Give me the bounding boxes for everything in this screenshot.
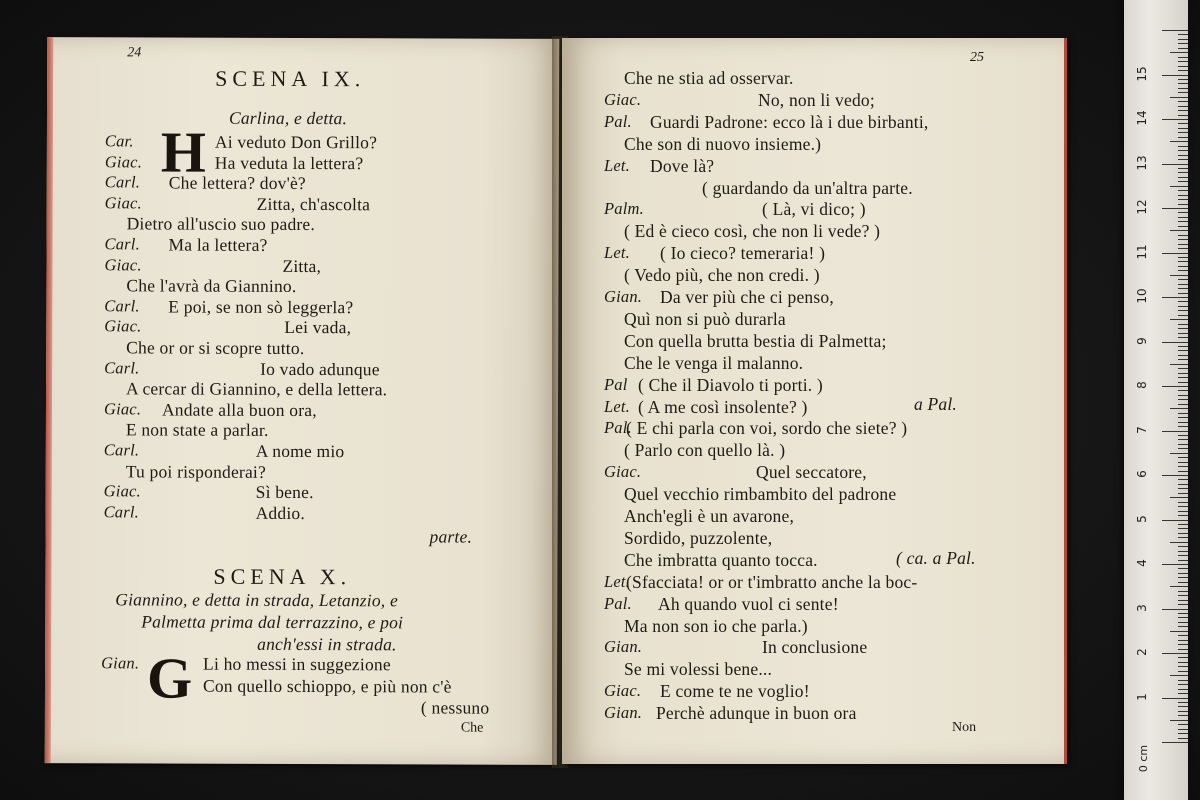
ruler-tick: [1178, 462, 1188, 463]
speaker-label: Gian.: [604, 637, 643, 657]
ruler-tick: [1162, 164, 1188, 165]
ruler-tick: [1178, 350, 1188, 351]
ruler-tick: [1178, 293, 1188, 294]
ruler-tick: [1178, 181, 1188, 182]
dialogue-text: In conclusione: [762, 637, 868, 658]
ruler-tick: [1170, 542, 1188, 543]
dialogue-text: ( E chi parla con voi, sordo che siete? ): [626, 418, 908, 439]
ruler-tick: [1178, 83, 1188, 84]
dialogue-text: Quel vecchio rimbambito del padrone: [624, 484, 897, 505]
speaker-label: Giac.: [104, 151, 143, 172]
ruler-tick: [1178, 729, 1188, 730]
speaker-label: Carl.: [104, 234, 140, 254]
ruler-tick: [1178, 132, 1188, 133]
ruler-tick: [1178, 337, 1188, 338]
ruler-tick: [1170, 52, 1188, 53]
ruler-tick: [1178, 488, 1188, 489]
ruler-tick: [1178, 115, 1188, 116]
scene-subtitle-2c: anch'essi in strada.: [257, 633, 397, 655]
ruler-tick: [1178, 79, 1188, 80]
speaker-label: Pal.: [604, 111, 632, 131]
ruler-tick: [1162, 431, 1188, 432]
ruler-tick: [1170, 186, 1188, 187]
ruler-tick: [1178, 635, 1188, 636]
dialogue-text: Dietro all'uscio suo padre.: [126, 213, 316, 235]
ruler-tick: [1178, 355, 1188, 356]
speaker-label: Car.: [104, 131, 134, 151]
dialogue-text: Lei vada,: [284, 317, 352, 338]
ruler-number: 5: [1135, 514, 1149, 523]
ruler-tick: [1178, 244, 1188, 245]
dialogue-text: Ma la lettera?: [168, 234, 268, 255]
ruler-number: 7: [1135, 425, 1149, 434]
ruler-tick: [1178, 689, 1188, 690]
scene-subtitle: Carlina, e detta.: [228, 107, 348, 129]
ruler-tick: [1178, 702, 1188, 703]
ruler-tick: [1170, 586, 1188, 587]
speaker-label: Giac.: [103, 399, 142, 419]
ruler-tick: [1178, 511, 1188, 512]
ruler-tick: [1178, 711, 1188, 712]
ruler-tick: [1178, 43, 1188, 44]
scene-title-2: SCENA X.: [213, 563, 352, 590]
speaker-label: Pal.: [604, 418, 632, 438]
dialogue-text: ( guardando da un'altra parte.: [702, 177, 913, 198]
ruler-number: 3: [1135, 603, 1149, 612]
ruler-number: 11: [1135, 243, 1149, 260]
ruler-tick: [1162, 475, 1188, 476]
ruler-number: 2: [1135, 648, 1149, 656]
ruler-tick: [1178, 88, 1188, 89]
dialogue-text: Quel seccatore,: [756, 462, 867, 483]
ruler-tick: [1178, 399, 1188, 400]
right-page: [562, 38, 1067, 764]
ruler-tick: [1178, 328, 1188, 329]
ruler-tick: [1178, 324, 1188, 325]
left-page: [45, 37, 560, 765]
ruler-tick: [1170, 497, 1188, 498]
ruler-tick: [1178, 457, 1188, 458]
dialogue-text: Ah quando vuol ci sente!: [658, 593, 839, 614]
scene-subtitle-2b: Palmetta prima dal terrazzino, e poi: [141, 611, 404, 633]
speaker-label: Carl.: [104, 296, 140, 316]
ruler-tick: [1178, 359, 1188, 360]
ruler-tick: [1178, 235, 1188, 236]
ruler-tick: [1178, 217, 1188, 218]
catchword: Che: [460, 720, 484, 736]
dialogue-text: Con quella brutta bestia di Palmetta;: [624, 330, 887, 351]
drop-cap: H: [160, 119, 207, 185]
dialogue-text: ( Là, vi dico; ): [762, 199, 866, 220]
page-number: 24: [127, 45, 142, 61]
ruler-tick: [1178, 706, 1188, 707]
dialogue-text: Sì bene.: [255, 482, 314, 503]
ruler-tick: [1178, 57, 1188, 58]
speaker-label: Gian.: [101, 653, 140, 673]
ruler-tick: [1178, 640, 1188, 641]
ruler-tick: [1178, 377, 1188, 378]
dialogue-text: ( Che il Diavolo ti porti. ): [638, 374, 823, 395]
dialogue-text: Dove là?: [650, 155, 715, 176]
ruler-tick: [1178, 279, 1188, 280]
ruler-tick: [1178, 382, 1188, 383]
ruler-tick: [1178, 368, 1188, 369]
dialogue-text: ( nessuno: [420, 697, 490, 718]
dialogue-text: A nome mio: [255, 440, 345, 462]
ruler-tick: [1162, 75, 1188, 76]
ruler-tick: [1178, 626, 1188, 627]
ruler-tick: [1178, 261, 1188, 262]
ruler-tick: [1170, 97, 1188, 98]
ruler-tick: [1170, 408, 1188, 409]
measuring-ruler: [1124, 0, 1188, 800]
dialogue-text: Sordido, puzzolente,: [624, 527, 773, 548]
ruler-tick: [1178, 724, 1188, 725]
dialogue-text: Ha veduta la lettera?: [214, 152, 364, 173]
ruler-tick: [1178, 39, 1188, 40]
dialogue-text: E non state a parlar.: [125, 419, 269, 441]
ruler-unit-label: 0 cm: [1137, 744, 1151, 773]
ruler-tick: [1178, 66, 1188, 67]
speaker-label: Let.: [604, 243, 631, 263]
ruler-number: 9: [1135, 336, 1149, 345]
ruler-number: 1: [1135, 692, 1149, 701]
ruler-tick: [1178, 221, 1188, 222]
ruler-number: 15: [1135, 65, 1149, 82]
ruler-tick: [1178, 471, 1188, 472]
ruler-tick: [1170, 141, 1188, 142]
ruler-number: 6: [1135, 470, 1149, 478]
ruler-tick: [1178, 484, 1188, 485]
ruler-tick: [1162, 342, 1188, 343]
dialogue-text: Tu poi risponderai?: [125, 460, 267, 482]
ruler-tick: [1178, 346, 1188, 347]
ruler-tick: [1178, 315, 1188, 316]
ruler-tick: [1178, 34, 1188, 35]
ruler-tick: [1178, 738, 1188, 739]
ruler-tick: [1178, 195, 1188, 196]
aside-direction: a Pal.: [914, 394, 958, 414]
ruler-tick: [1170, 675, 1188, 676]
dialogue-text: Guardi Padrone: ecco là i due birbanti,: [650, 111, 929, 132]
ruler-tick: [1178, 204, 1188, 205]
ruler-number: 8: [1135, 381, 1149, 389]
speaker-label: Carl.: [104, 357, 140, 378]
dialogue-text: Che imbratta quanto tocca.: [624, 549, 818, 570]
ruler-tick: [1170, 275, 1188, 276]
ruler-tick: [1178, 61, 1188, 62]
ruler-tick: [1178, 693, 1188, 694]
speaker-label: Carl.: [104, 172, 141, 192]
speaker-label: Let.: [604, 396, 631, 416]
ruler-number: 13: [1135, 154, 1149, 171]
ruler-tick: [1162, 208, 1188, 209]
ruler-tick: [1178, 568, 1188, 569]
dialogue-text: Zitta, ch'ascolta: [256, 193, 371, 215]
ruler-tick: [1178, 479, 1188, 480]
ruler-tick: [1178, 733, 1188, 734]
dialogue-text: ( A me così insolente? ): [638, 396, 808, 417]
ruler-number: 4: [1135, 559, 1149, 567]
ruler-tick: [1178, 417, 1188, 418]
ruler-tick: [1178, 373, 1188, 374]
ruler-tick: [1162, 520, 1188, 521]
ruler-tick: [1178, 48, 1188, 49]
ruler-tick: [1178, 560, 1188, 561]
ruler-tick: [1178, 226, 1188, 227]
speaker-label: Giac.: [604, 462, 642, 482]
ruler-tick: [1178, 644, 1188, 645]
ruler-tick: [1170, 230, 1188, 231]
ruler-tick: [1178, 444, 1188, 445]
ruler-tick: [1178, 190, 1188, 191]
speaker-label: Carl.: [103, 502, 140, 522]
ruler-tick: [1178, 172, 1188, 173]
scene-subtitle-2a: Giannino, e detta in strada, Letanzio, e: [115, 589, 398, 611]
ruler-tick: [1178, 110, 1188, 111]
ruler-tick: [1178, 150, 1188, 151]
ruler-tick: [1162, 297, 1188, 298]
ruler-tick: [1162, 742, 1188, 743]
ruler-tick: [1178, 248, 1188, 249]
ruler-tick: [1178, 649, 1188, 650]
scene-title: SCENA IX.: [215, 65, 366, 92]
ruler-tick: [1178, 546, 1188, 547]
ruler-tick: [1178, 270, 1188, 271]
ruler-tick: [1178, 123, 1188, 124]
ruler-tick: [1178, 413, 1188, 414]
dialogue-text: Che ne stia ad osservar.: [624, 68, 794, 88]
dialogue-text: E come te ne voglio!: [660, 681, 810, 702]
dialogue-text: No, non li vedo;: [758, 89, 875, 110]
dialogue-text: Da ver più che ci penso,: [660, 287, 834, 307]
speaker-label: Gian.: [604, 703, 643, 723]
speaker-label: Giac.: [103, 481, 141, 501]
ruler-tick: [1162, 609, 1188, 610]
ruler-tick: [1178, 177, 1188, 178]
ruler-tick: [1178, 199, 1188, 200]
speaker-label: Giac.: [604, 89, 642, 109]
dialogue-text: Se mi volessi bene...: [624, 659, 773, 680]
ruler-tick: [1162, 30, 1188, 31]
ruler-tick: [1178, 310, 1188, 311]
dialogue-text: Con quello schioppo, e più non c'è: [202, 675, 452, 697]
ruler-tick: [1178, 555, 1188, 556]
speaker-label: Gian.: [604, 287, 643, 306]
ruler-tick: [1178, 137, 1188, 138]
ruler-tick: [1178, 306, 1188, 307]
ruler-tick: [1178, 435, 1188, 436]
ruler-tick: [1178, 573, 1188, 574]
ruler-tick: [1178, 617, 1188, 618]
ruler-tick: [1178, 404, 1188, 405]
aside-direction-2: ( ca. a Pal.: [896, 548, 976, 568]
ruler-tick: [1178, 680, 1188, 681]
speaker-label: Palm.: [604, 199, 644, 219]
dialogue-text: Che le venga il malanno.: [624, 352, 804, 373]
ruler-tick: [1170, 720, 1188, 721]
ruler-tick: [1162, 564, 1188, 565]
dialogue-text: ( Parlo con quello là. ): [624, 440, 786, 461]
dialogue-text: Ai veduto Don Grillo?: [214, 131, 378, 153]
ruler-tick: [1178, 257, 1188, 258]
ruler-tick: [1170, 364, 1188, 365]
ruler-tick: [1178, 466, 1188, 467]
dialogue-text: Addio.: [255, 502, 305, 523]
ruler-tick: [1178, 533, 1188, 534]
dialogue-text: ( Io cieco? temeraria! ): [660, 243, 826, 264]
dialogue-text: ( Ed è cieco così, che non li vede? ): [624, 221, 881, 242]
ruler-tick: [1178, 524, 1188, 525]
ruler-tick: [1178, 395, 1188, 396]
ruler-tick: [1178, 70, 1188, 71]
ruler-tick: [1178, 168, 1188, 169]
ruler-number: 12: [1135, 199, 1149, 215]
speaker-label: Let.: [604, 155, 631, 175]
ruler-tick: [1178, 155, 1188, 156]
ruler-tick: [1178, 146, 1188, 147]
ruler-tick: [1178, 613, 1188, 614]
catchword: Non: [952, 720, 977, 735]
ruler-tick: [1178, 662, 1188, 663]
speaker-label: Giac.: [104, 254, 142, 275]
ruler-tick: [1178, 301, 1188, 302]
ruler-tick: [1178, 515, 1188, 516]
ruler-tick: [1178, 715, 1188, 716]
dialogue-text: Che or or si scopre tutto.: [126, 337, 305, 359]
ruler-tick: [1178, 101, 1188, 102]
ruler-tick: [1178, 666, 1188, 667]
drop-cap-2: G: [146, 645, 193, 711]
ruler-tick: [1162, 386, 1188, 387]
ruler-tick: [1178, 591, 1188, 592]
ruler-tick: [1170, 631, 1188, 632]
dialogue-text: Anch'egli è un avarone,: [624, 506, 795, 526]
dialogue-text: Ma non son io che parla.): [624, 615, 808, 636]
ruler-tick: [1170, 453, 1188, 454]
ruler-tick: [1178, 422, 1188, 423]
ruler-tick: [1178, 448, 1188, 449]
dialogue-text: Zitta,: [282, 255, 322, 276]
ruler-tick: [1178, 390, 1188, 391]
speaker-label: Giac.: [104, 193, 142, 213]
dialogue-text: Che son di nuovo insieme.): [624, 133, 822, 154]
dialogue-text: Che lettera? dov'è?: [168, 172, 306, 194]
stage-direction: parte.: [429, 526, 473, 547]
ruler-tick: [1178, 582, 1188, 583]
ruler-number: 14: [1135, 110, 1149, 126]
ruler-tick: [1178, 439, 1188, 440]
dialogue-text: Che l'avrà da Giannino.: [126, 275, 297, 297]
dialogue-text: (Sfacciata! or or t'imbratto anche la boc-: [626, 571, 918, 592]
speaker-label: Giac.: [104, 316, 142, 336]
ruler-tick: [1178, 288, 1188, 289]
dialogue-text: Quì non si può durarla: [624, 308, 786, 329]
dialogue-text: Io vado adunque: [260, 358, 380, 379]
ruler-tick: [1178, 239, 1188, 240]
dialogue-text: Perchè adunque in buon ora: [656, 703, 857, 724]
ruler-tick: [1178, 657, 1188, 658]
dialogue-text: ( Vedo più, che non credi. ): [624, 265, 820, 286]
ruler-tick: [1178, 604, 1188, 605]
speaker-label: Let.: [604, 571, 631, 591]
speaker-label: Giac.: [604, 681, 642, 701]
ruler-tick: [1178, 528, 1188, 529]
dialogue-text: E poi, se non sò leggerla?: [168, 296, 354, 317]
ruler-tick: [1178, 212, 1188, 213]
ruler-number: 10: [1135, 288, 1149, 304]
ruler-tick: [1178, 426, 1188, 427]
ruler-tick: [1162, 653, 1188, 654]
ruler-tick: [1178, 622, 1188, 623]
ruler-tick: [1162, 253, 1188, 254]
ruler-tick: [1170, 319, 1188, 320]
dialogue-text: Andate alla buon ora,: [161, 399, 317, 420]
ruler-tick: [1178, 284, 1188, 285]
speaker-label: Pal: [604, 374, 628, 394]
speaker-label: Pal.: [604, 593, 632, 613]
ruler-tick: [1162, 119, 1188, 120]
page-number: 25: [970, 50, 984, 65]
ruler-tick: [1178, 333, 1188, 334]
ruler-tick: [1178, 551, 1188, 552]
ruler-tick: [1178, 684, 1188, 685]
ruler-tick: [1178, 577, 1188, 578]
dialogue-text: A cercar di Giannino, e della lettera.: [126, 378, 388, 400]
ruler-tick: [1178, 159, 1188, 160]
ruler-tick: [1162, 698, 1188, 699]
ruler-tick: [1178, 671, 1188, 672]
speaker-label: Carl.: [103, 440, 140, 460]
ruler-tick: [1178, 537, 1188, 538]
ruler-tick: [1178, 600, 1188, 601]
ruler-tick: [1178, 595, 1188, 596]
ruler-tick: [1178, 92, 1188, 93]
ruler-tick: [1178, 506, 1188, 507]
ruler-tick: [1178, 493, 1188, 494]
dialogue-text: Li ho messi in suggezione: [203, 653, 391, 675]
ruler-tick: [1178, 266, 1188, 267]
ruler-tick: [1178, 128, 1188, 129]
ruler-tick: [1178, 502, 1188, 503]
ruler-tick: [1178, 106, 1188, 107]
